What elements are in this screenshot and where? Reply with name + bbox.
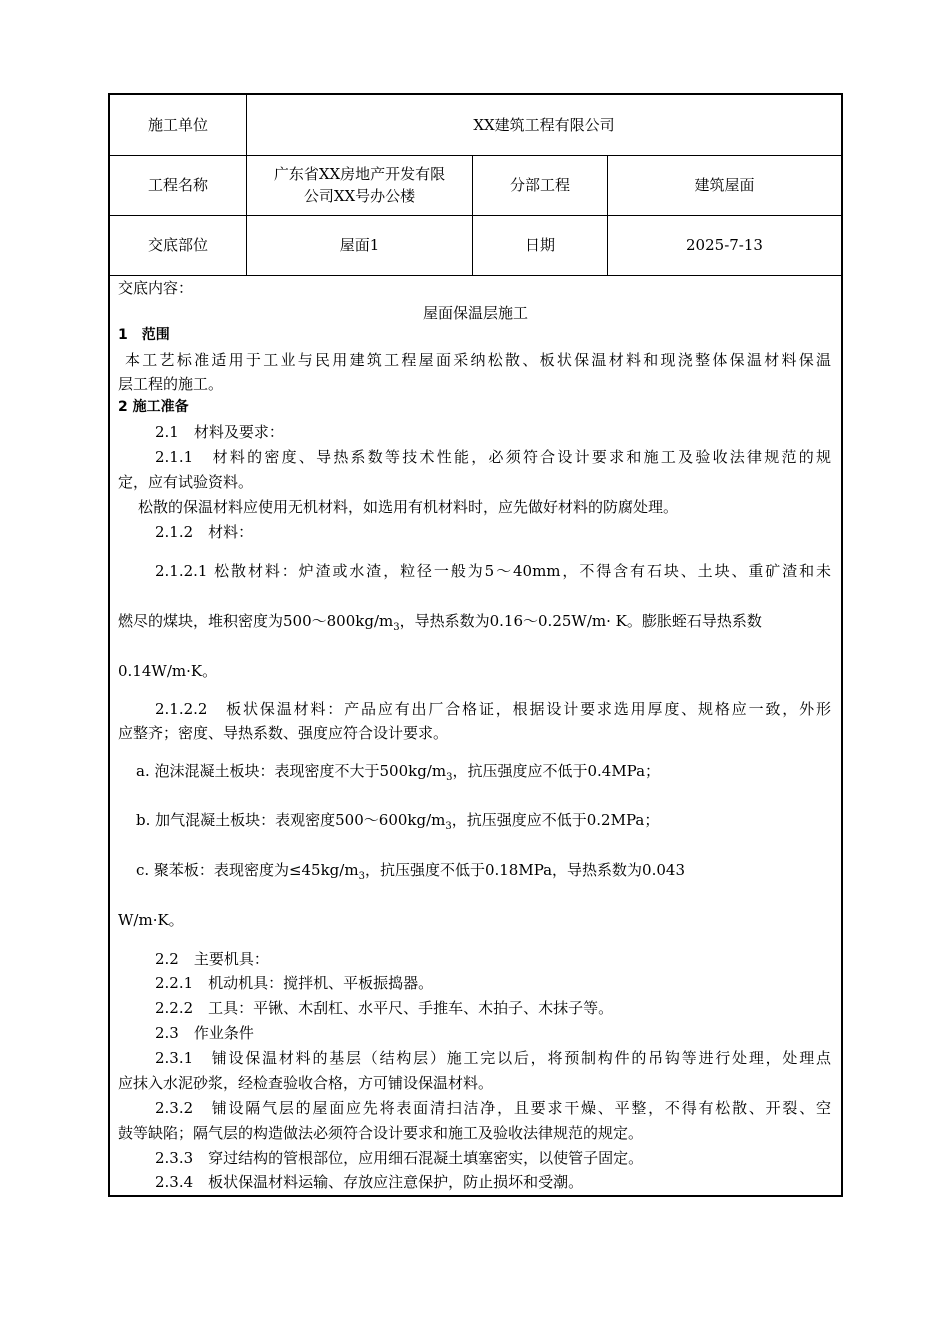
- label-date: 日期: [524, 236, 555, 254]
- s23-heading: 2.3 作业条件: [155, 1024, 254, 1042]
- section-2-heading: 2 施工准备: [118, 399, 189, 415]
- s22-heading: 2.2 主要机具：: [155, 950, 269, 968]
- s222: 2.2.2 工具：平锹、木刮杠、水平尺、手推车、木拍子、木抹子等。: [155, 999, 614, 1017]
- s211-line-2: 定，应有试验资料。: [118, 473, 254, 491]
- s21-heading: 2.1 材料及要求：: [155, 423, 284, 441]
- header-row-project: [110, 155, 841, 215]
- project-name-line-1: 广东省XX房地产开发有限: [273, 165, 446, 183]
- section-1-heading: 1 范围: [118, 327, 170, 343]
- item-b: b. 加气混凝土板块：表观密度$500\sim 600kg/m_3$，抗压强度应不低于0.2MPa；: [136, 811, 660, 832]
- item-c: c. 聚苯板：表现密度为$\le 45kg/m_3$，抗压强度不低于0.18MPa，导热系数为0.043: [136, 861, 686, 882]
- value-date: 2025-7-13: [686, 236, 763, 254]
- s211-line-1: 2.1.1 材料的密度、导热系数等技术性能，必须符合设计要求和施工及验收法律规范的规: [155, 448, 831, 466]
- label-construction-unit: 施工单位: [147, 116, 208, 134]
- label-disclosure-location: 交底部位: [147, 236, 208, 254]
- value-project-name: [247, 155, 472, 215]
- value-disclosure-location: 屋面1: [339, 236, 380, 254]
- item-a: a. 泡沫混凝土板块：表现密度不大于$500kg/m_3$，抗压强度应不低于0.4MPa；: [136, 762, 661, 783]
- s1-para-line-1: 本工艺标准适用于工业与民用建筑工程屋面采纳松散、板状保温材料和现浇整体保温材料保温: [125, 351, 831, 369]
- s221: 2.2.1 机动机具：搅拌机、平板振捣器。: [155, 974, 434, 992]
- label-sub-project: 分部工程: [509, 176, 570, 194]
- s2121-line-3: 0.14W/m·K。: [118, 662, 218, 680]
- s232-line-2: 鼓等缺陷；隔气层的构造做法必须符合设计要求和施工及验收法律规范的规定。: [118, 1124, 644, 1142]
- content-intro: 交底内容：: [118, 279, 194, 297]
- s233: 2.3.3 穿过结构的管根部位，应用细石混凝土填塞密实，以使管子固定。: [155, 1149, 644, 1167]
- s211-line-3: 松散的保温材料应使用无机材料，如选用有机材料时，应先做好材料的防腐处理。: [138, 498, 679, 516]
- disclosure-form: [108, 93, 843, 1197]
- s1-para-line-2: 层工程的施工。: [118, 375, 224, 393]
- value-sub-project: 建筑屋面: [694, 176, 755, 194]
- s2121-line-1: 2.1.2.1 松散材料：炉渣或水渣，粒径一般为5～40mm，不得含有石块、土块、重矿渣和未: [155, 562, 831, 580]
- s2121-line-2: 燃尽的煤块，堆积密度为$500\sim 800kg/m_3$，导热系数为0.16～0.25W/m· K。膨胀蛭石导热系数: [118, 612, 762, 633]
- s231-line-2: 应抹入水泥砂浆，经检查验收合格，方可铺设保温材料。: [118, 1074, 494, 1092]
- s2122-line-1: 2.1.2.2 板状保温材料：产品应有出厂合格证，根据设计要求选用厚度、规格应一致，外形: [155, 700, 831, 718]
- header-row-location: [110, 215, 841, 275]
- s2122-line-2: 应整齐；密度、导热系数、强度应符合设计要求。: [118, 724, 449, 742]
- s231-line-1: 2.3.1 铺设保温材料的基层（结构层）施工完以后，将预制构件的吊钩等进行处理，处理点: [155, 1049, 831, 1067]
- project-name-line-2: 公司XX号办公楼: [303, 187, 416, 205]
- header-row-unit: [110, 95, 841, 155]
- s212-heading: 2.1.2 材料：: [155, 523, 254, 541]
- s232-line-1: 2.3.2 铺设隔气层的屋面应先将表面清扫洁净，且要求干燥、平整，不得有松散、开裂、空: [155, 1099, 831, 1117]
- value-construction-unit: XX建筑工程有限公司: [473, 116, 615, 134]
- item-c-tail: W/m·K。: [118, 911, 184, 929]
- content-title: 屋面保温层施工: [422, 304, 528, 322]
- label-project-name: 工程名称: [147, 176, 208, 194]
- s234: 2.3.4 板状保温材料运输、存放应注意保护，防止损坏和受潮。: [155, 1173, 584, 1191]
